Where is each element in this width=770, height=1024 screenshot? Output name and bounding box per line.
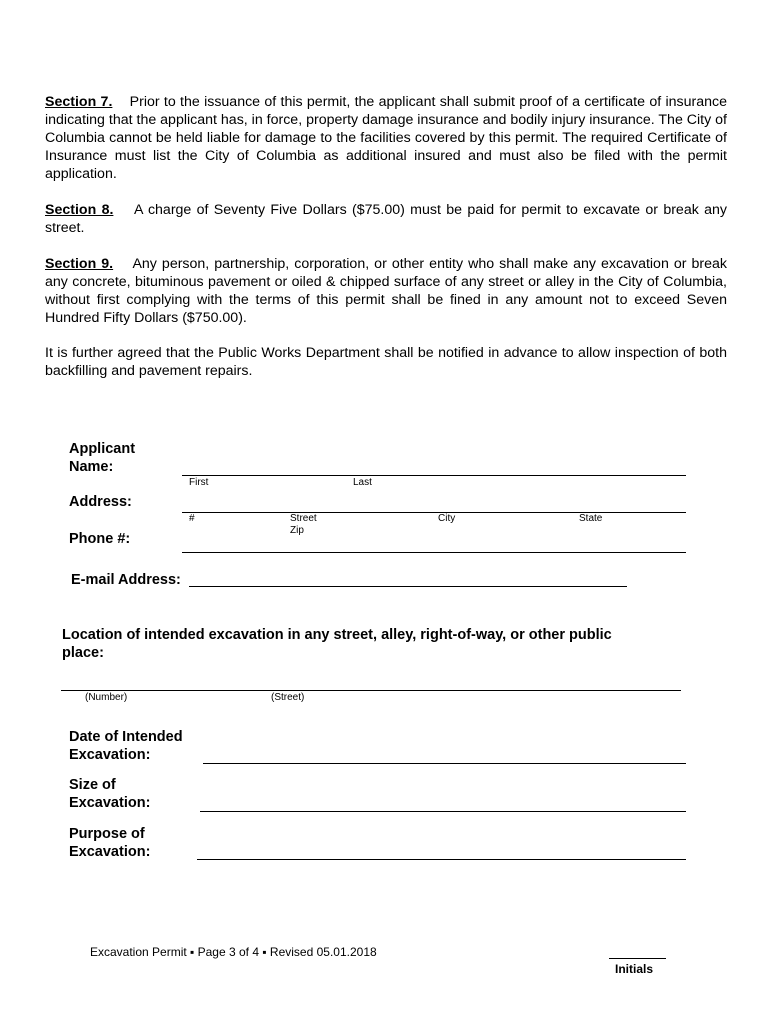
section-8-label: Section 8. bbox=[45, 202, 114, 218]
date-label-line-1: Date of Intended bbox=[69, 729, 183, 745]
applicant-name-field[interactable] bbox=[182, 475, 686, 476]
email-field[interactable] bbox=[189, 586, 627, 587]
purpose-field[interactable] bbox=[197, 859, 686, 860]
location-label-line-1: Location of intended excavation in any street, alley, right-of-way, or other public bbox=[62, 627, 612, 643]
street-paren-caption: (Street) bbox=[271, 692, 305, 703]
section-9-text: Any person, partnership, corporation, or other entity who shall make any excavation or break any concrete, bituminous pavement or oiled & chipped surface of any street or alley in the City of Columbia, without first complying with the terms of this permit shall be fined in any amount not to exceed Seven Hundred Fifty Dollars ($750.00). bbox=[45, 256, 728, 326]
date-field[interactable] bbox=[203, 763, 686, 764]
agreement-paragraph bbox=[45, 344, 727, 380]
applicant-label-line-2: Name: bbox=[69, 459, 114, 475]
section-9-label: Section 9. bbox=[45, 256, 114, 272]
location-label-line-2: place: bbox=[62, 645, 104, 661]
first-name-caption: First bbox=[189, 477, 209, 488]
purpose-label bbox=[69, 825, 150, 861]
section-8-paragraph bbox=[45, 201, 727, 237]
section-9-paragraph bbox=[45, 255, 727, 327]
section-7-paragraph bbox=[45, 93, 727, 183]
address-field[interactable] bbox=[182, 512, 686, 513]
date-label bbox=[69, 728, 183, 764]
state-caption: State bbox=[579, 513, 603, 524]
purpose-label-line-2: Excavation: bbox=[69, 844, 151, 860]
zip-caption: Zip bbox=[290, 525, 304, 536]
section-8-text: A charge of Seventy Five Dollars ($75.00) must be paid for permit to excavate or break any street. bbox=[45, 202, 728, 236]
page-footer: Excavation Permit ▪ Page 3 of 4 ▪ Revised 05.01.2018 bbox=[90, 945, 377, 959]
initials-field[interactable] bbox=[609, 958, 666, 959]
last-name-caption: Last bbox=[353, 477, 372, 488]
applicant-label-line-1: Applicant bbox=[69, 441, 136, 457]
purpose-label-line-1: Purpose of bbox=[69, 826, 145, 842]
number-caption: (Number) bbox=[85, 692, 128, 703]
location-label bbox=[62, 626, 612, 662]
section-7-label: Section 7. bbox=[45, 94, 113, 110]
initials-label: Initials bbox=[615, 962, 654, 976]
phone-field[interactable] bbox=[182, 552, 686, 553]
phone-label: Phone #: bbox=[69, 531, 131, 547]
date-label-line-2: Excavation: bbox=[69, 747, 151, 763]
address-number-caption: # bbox=[189, 513, 195, 524]
size-label bbox=[69, 776, 150, 812]
size-label-line-1: Size of bbox=[69, 777, 116, 793]
agreement-text: It is further agreed that the Public Works Department shall be notified in advance to allow inspection of both backfilling and pavement repairs. bbox=[45, 345, 727, 379]
section-7-text: Prior to the issuance of this permit, the applicant shall submit proof of a certificate of insurance indicating that the applicant has, in force, property damage insurance and bodily injury insurance. The City of Columbia cannot be held liable for damage to the facilities covered by this permit. The required Certificate of Insurance must list the City of Columbia as additional insured and must also be filed with the permit application. bbox=[45, 94, 727, 182]
size-field[interactable] bbox=[200, 811, 686, 812]
location-field[interactable] bbox=[61, 690, 681, 691]
street-caption: Street bbox=[290, 513, 317, 524]
email-label: E-mail Address: bbox=[71, 572, 181, 588]
address-label: Address: bbox=[69, 494, 132, 510]
size-label-line-2: Excavation: bbox=[69, 795, 151, 811]
applicant-name-label bbox=[69, 440, 135, 476]
city-caption: City bbox=[438, 513, 456, 524]
